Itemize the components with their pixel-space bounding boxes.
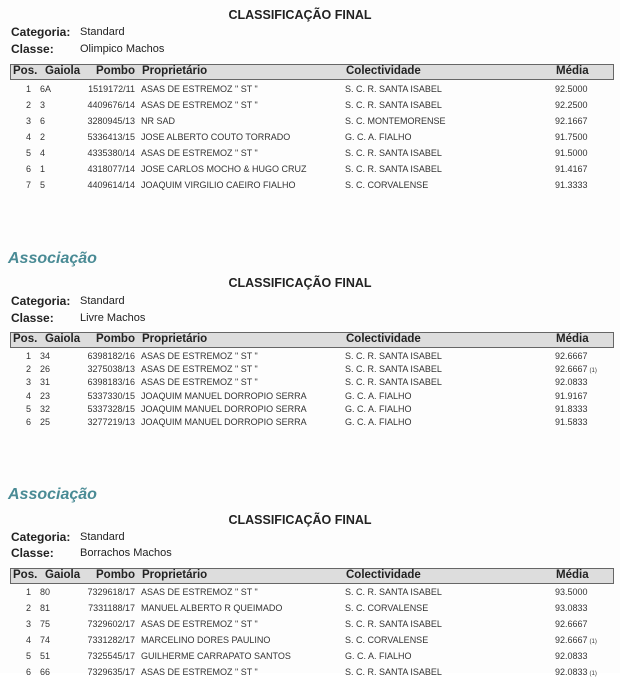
classe-value: Livre Machos: [80, 312, 146, 324]
cell-colectividade: G. C. A. FIALHO: [345, 132, 412, 142]
header-colectividade: Colectividade: [346, 333, 421, 345]
cell-pombo: 4335380/14: [87, 148, 135, 158]
table-row: [10, 417, 612, 429]
header-pombo: Pombo: [96, 569, 135, 581]
table-row: [10, 391, 612, 403]
table-row: [10, 148, 612, 160]
section-title: CLASSIFICAÇÃO FINAL: [228, 276, 372, 290]
cell-media: 92.2500: [555, 100, 588, 110]
cell-pombo: 3277219/13: [87, 417, 135, 427]
cell-pombo: 4409676/14: [87, 100, 135, 110]
cell-gaiola: 3: [40, 100, 46, 110]
header-proprietario: Proprietário: [142, 569, 208, 581]
cell-proprietario: JOSE CARLOS MOCHO & HUGO CRUZ: [141, 164, 307, 174]
tie-note: (1): [589, 639, 597, 645]
cell-media: 92.6667 (1): [555, 635, 597, 645]
cell-colectividade: G. C. A. FIALHO: [345, 404, 412, 414]
cell-media: 93.0833: [555, 603, 588, 613]
categoria-value: Standard: [80, 531, 125, 543]
header-media: Média: [556, 333, 589, 345]
cell-position: 5: [25, 148, 31, 158]
classe-label: Classe:: [11, 546, 54, 560]
cell-pombo: 1519172/11: [88, 84, 135, 94]
table-row: [10, 587, 612, 599]
header-colectividade: Colectividade: [346, 569, 421, 581]
header-pos: Pos.: [13, 65, 38, 77]
table-row: [10, 603, 612, 615]
cell-colectividade: S. C. MONTEMORENSE: [345, 116, 446, 126]
cell-media: 92.6667: [555, 619, 588, 629]
cell-position: 5: [25, 651, 31, 661]
section-title: CLASSIFICAÇÃO FINAL: [228, 8, 372, 22]
cell-pombo: 4318077/14: [87, 164, 135, 174]
header-pos: Pos.: [13, 569, 38, 581]
classe-label: Classe:: [11, 311, 54, 325]
header-colectividade: Colectividade: [346, 65, 421, 77]
cell-position: 6: [25, 667, 31, 677]
tie-note: (1): [589, 671, 597, 677]
header-proprietario: Proprietário: [142, 65, 208, 77]
cell-gaiola: 66: [40, 667, 51, 677]
table-header: [10, 64, 614, 80]
table-row: [10, 651, 612, 663]
cell-gaiola: 80: [40, 587, 51, 597]
cell-pombo: 7325545/17: [87, 651, 135, 661]
cell-position: 5: [25, 404, 31, 414]
cell-gaiola: 51: [40, 651, 51, 661]
categoria-value: Standard: [80, 26, 125, 38]
header-pos: Pos.: [13, 333, 38, 345]
tie-note: (1): [589, 368, 597, 374]
cell-pombo: 3280945/13: [87, 116, 135, 126]
table-row: [10, 404, 612, 416]
cell-gaiola: 23: [40, 391, 51, 401]
cell-media: 92.1667: [555, 116, 588, 126]
cell-pombo: 6398182/16: [87, 351, 135, 361]
cell-colectividade: S. C. R. SANTA ISABEL: [345, 84, 442, 94]
table-row: [10, 180, 612, 192]
classe-value: Olimpico Machos: [80, 43, 165, 55]
cell-proprietario: ASAS DE ESTREMOZ " ST ": [141, 351, 258, 361]
cell-gaiola: 81: [40, 603, 51, 613]
cell-colectividade: S. C. R. SANTA ISABEL: [345, 100, 442, 110]
cell-pombo: 7329618/17: [87, 587, 135, 597]
table-row: [10, 667, 612, 679]
cell-gaiola: 74: [40, 635, 51, 645]
header-pombo: Pombo: [96, 333, 135, 345]
cell-proprietario: ASAS DE ESTREMOZ " ST ": [141, 148, 258, 158]
cell-position: 7: [25, 180, 31, 190]
table-header: [10, 568, 614, 584]
cell-pombo: 7329602/17: [87, 619, 135, 629]
cell-gaiola: 6: [40, 116, 46, 126]
cell-media: 91.8333: [555, 404, 588, 414]
cell-media: 91.4167: [555, 164, 588, 174]
cell-gaiola: 34: [40, 351, 51, 361]
cell-position: 2: [25, 364, 31, 374]
cell-position: 3: [25, 619, 31, 629]
table-row: [10, 364, 612, 376]
cell-pombo: 5336413/15: [87, 132, 135, 142]
cell-proprietario: ASAS DE ESTREMOZ " ST ": [141, 377, 258, 387]
table-row: [10, 635, 612, 647]
association-heading: Associação: [8, 250, 97, 267]
table-row: [10, 84, 612, 96]
cell-media: 91.7500: [555, 132, 588, 142]
header-media: Média: [556, 569, 589, 581]
cell-pombo: 4409614/14: [87, 180, 135, 190]
cell-proprietario: ASAS DE ESTREMOZ " ST ": [141, 667, 258, 677]
cell-gaiola: 25: [40, 417, 51, 427]
cell-proprietario: GUILHERME CARRAPATO SANTOS: [141, 651, 291, 661]
cell-media: 91.5833: [555, 417, 588, 427]
header-gaiola: Gaiola: [45, 333, 81, 345]
cell-colectividade: S. C. R. SANTA ISABEL: [345, 164, 442, 174]
cell-media: 92.6667 (1): [555, 364, 597, 374]
cell-pombo: 5337328/15: [87, 404, 135, 414]
cell-proprietario: ASAS DE ESTREMOZ " ST ": [141, 364, 258, 374]
cell-media: 92.6667: [555, 351, 588, 361]
cell-proprietario: NR SAD: [141, 116, 176, 126]
cell-pombo: 5337330/15: [87, 391, 135, 401]
cell-position: 6: [25, 164, 31, 174]
categoria-label: Categoria:: [11, 294, 71, 308]
cell-colectividade: S. C. R. SANTA ISABEL: [345, 619, 442, 629]
cell-proprietario: ASAS DE ESTREMOZ " ST ": [141, 619, 258, 629]
cell-pombo: 3275038/13: [87, 364, 135, 374]
cell-gaiola: 5: [40, 180, 46, 190]
cell-colectividade: S. C. R. SANTA ISABEL: [345, 364, 442, 374]
cell-pombo: 7331188/17: [88, 603, 135, 613]
cell-position: 4: [25, 132, 31, 142]
header-gaiola: Gaiola: [45, 569, 81, 581]
cell-media: 92.0833: [555, 377, 588, 387]
cell-media: 92.0833: [555, 651, 588, 661]
cell-position: 6: [25, 417, 31, 427]
section-title: CLASSIFICAÇÃO FINAL: [228, 513, 372, 527]
cell-position: 3: [25, 116, 31, 126]
table-header: [10, 332, 614, 348]
cell-position: 1: [25, 587, 31, 597]
classe-value: Borrachos Machos: [80, 547, 172, 559]
cell-media: 93.5000: [555, 587, 588, 597]
cell-gaiola: 4: [40, 148, 46, 158]
cell-proprietario: ASAS DE ESTREMOZ " ST ": [141, 587, 258, 597]
header-gaiola: Gaiola: [45, 65, 81, 77]
cell-gaiola: 2: [40, 132, 46, 142]
cell-position: 4: [25, 635, 31, 645]
table-row: [10, 164, 612, 176]
categoria-label: Categoria:: [11, 25, 71, 39]
cell-position: 4: [25, 391, 31, 401]
cell-media: 91.3333: [555, 180, 588, 190]
cell-position: 2: [25, 100, 31, 110]
cell-proprietario: JOAQUIM MANUEL DORROPIO SERRA: [141, 417, 307, 427]
cell-gaiola: 6A: [40, 84, 52, 94]
table-row: [10, 351, 612, 363]
cell-colectividade: S. C. CORVALENSE: [345, 635, 429, 645]
header-pombo: Pombo: [96, 65, 135, 77]
cell-pombo: 7331282/17: [87, 635, 135, 645]
cell-colectividade: S. C. CORVALENSE: [345, 180, 429, 190]
cell-gaiola: 26: [40, 364, 51, 374]
cell-colectividade: S. C. R. SANTA ISABEL: [345, 377, 442, 387]
cell-proprietario: JOAQUIM MANUEL DORROPIO SERRA: [141, 404, 307, 414]
cell-proprietario: JOAQUIM VIRGILIO CAEIRO FIALHO: [141, 180, 296, 190]
header-media: Média: [556, 65, 589, 77]
table-row: [10, 132, 612, 144]
cell-colectividade: S. C. R. SANTA ISABEL: [345, 587, 442, 597]
cell-media: 92.5000: [555, 84, 588, 94]
cell-gaiola: 31: [40, 377, 51, 387]
cell-colectividade: S. C. CORVALENSE: [345, 603, 429, 613]
association-heading: Associação: [8, 486, 97, 503]
cell-colectividade: G. C. A. FIALHO: [345, 651, 412, 661]
cell-colectividade: G. C. A. FIALHO: [345, 417, 412, 427]
cell-position: 1: [25, 84, 31, 94]
cell-gaiola: 32: [40, 404, 51, 414]
cell-colectividade: S. C. R. SANTA ISABEL: [345, 667, 442, 677]
cell-media: 91.5000: [555, 148, 588, 158]
cell-position: 1: [25, 351, 31, 361]
cell-gaiola: 75: [40, 619, 51, 629]
categoria-label: Categoria:: [11, 530, 71, 544]
table-row: [10, 116, 612, 128]
table-row: [10, 377, 612, 389]
cell-proprietario: ASAS DE ESTREMOZ " ST ": [141, 100, 258, 110]
cell-media: 92.0833 (1): [555, 667, 597, 677]
cell-colectividade: S. C. R. SANTA ISABEL: [345, 148, 442, 158]
cell-gaiola: 1: [40, 164, 46, 174]
table-row: [10, 100, 612, 112]
classe-label: Classe:: [11, 42, 54, 56]
cell-position: 3: [25, 377, 31, 387]
cell-colectividade: S. C. R. SANTA ISABEL: [345, 351, 442, 361]
cell-proprietario: JOSE ALBERTO COUTO TORRADO: [141, 132, 291, 142]
cell-pombo: 6398183/16: [87, 377, 135, 387]
table-row: [10, 619, 612, 631]
cell-pombo: 7329635/17: [87, 667, 135, 677]
cell-proprietario: MARCELINO DORES PAULINO: [141, 635, 271, 645]
cell-proprietario: MANUEL ALBERTO R QUEIMADO: [141, 603, 283, 613]
header-proprietario: Proprietário: [142, 333, 208, 345]
cell-colectividade: G. C. A. FIALHO: [345, 391, 412, 401]
cell-proprietario: ASAS DE ESTREMOZ " ST ": [141, 84, 258, 94]
cell-proprietario: JOAQUIM MANUEL DORROPIO SERRA: [141, 391, 307, 401]
categoria-value: Standard: [80, 295, 125, 307]
cell-position: 2: [25, 603, 31, 613]
cell-media: 91.9167: [555, 391, 588, 401]
